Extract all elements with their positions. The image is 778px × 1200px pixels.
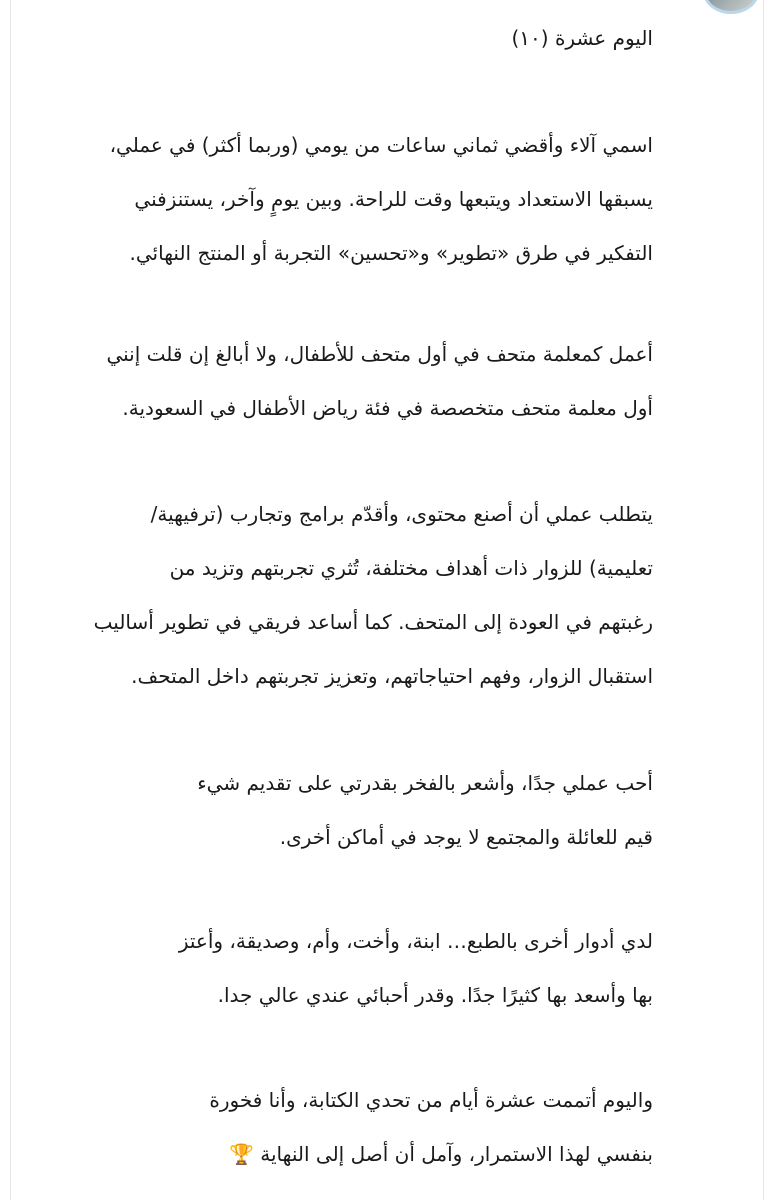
paragraph-4 xyxy=(43,756,653,864)
post-container xyxy=(10,0,764,1200)
text-line: لدي أدوار أخرى بالطبع… ابنة، وأخت، وأم، وصديقة، وأعتز xyxy=(178,929,653,953)
text-line: قيم للعائلة والمجتمع لا يوجد في أماكن أخرى. xyxy=(279,825,653,849)
text-line: اسمي آلاء وأقضي ثماني ساعات من يومي (وربما أكثر) في عملي، xyxy=(109,133,653,157)
paragraph-3 xyxy=(43,487,653,703)
post-title: اليوم عشرة (١٠) xyxy=(511,26,653,50)
text-line: بها وأسعد بها كثيرًا جدًا. وقدر أحبائي عندي عالي جدا. xyxy=(217,983,653,1007)
text-line: واليوم أتممت عشرة أيام من تحدي الكتابة، وأنا فخورة xyxy=(209,1088,653,1112)
paragraph-5 xyxy=(43,914,653,1022)
text-line: تعليمية) للزوار ذات أهداف مختلفة، تُثري تجربتهم وتزيد من xyxy=(169,556,653,580)
text-line: رغبتهم في العودة إلى المتحف. كما أساعد فريقي في تطوير أساليب xyxy=(93,610,653,634)
text-line: يتطلب عملي أن أصنع محتوى، وأقدّم برامج وتجارب (ترفيهية/ xyxy=(150,502,653,526)
text-line: أحب عملي جدًا، وأشعر بالفخر بقدرتي على تقديم شيء xyxy=(197,771,653,795)
text-line: التفكير في طرق «تطوير» و«تحسين» التجربة أو المنتج النهائي. xyxy=(129,241,653,265)
paragraph-2 xyxy=(43,327,653,435)
avatar[interactable] xyxy=(703,0,759,14)
text-line: بنفسي لهذا الاستمرار، وآمل أن أصل إلى النهاية xyxy=(260,1142,653,1166)
text-line-with-emoji xyxy=(43,1127,653,1181)
text-line: استقبال الزوار، وفهم احتياجاتهم، وتعزيز تجربتهم داخل المتحف. xyxy=(131,664,653,688)
paragraph-1 xyxy=(43,118,653,280)
trophy-icon: 🏆 xyxy=(229,1142,254,1166)
text-line: يسبقها الاستعداد ويتبعها وقت للراحة. وبين يومٍ وآخر، يستنزفني xyxy=(134,187,653,211)
text-line: أول معلمة متحف متخصصة في فئة رياض الأطفال في السعودية. xyxy=(122,396,653,420)
text-line: أعمل كمعلمة متحف في أول متحف للأطفال، ولا أبالغ إن قلت إنني xyxy=(106,342,653,366)
paragraph-6 xyxy=(43,1073,653,1181)
